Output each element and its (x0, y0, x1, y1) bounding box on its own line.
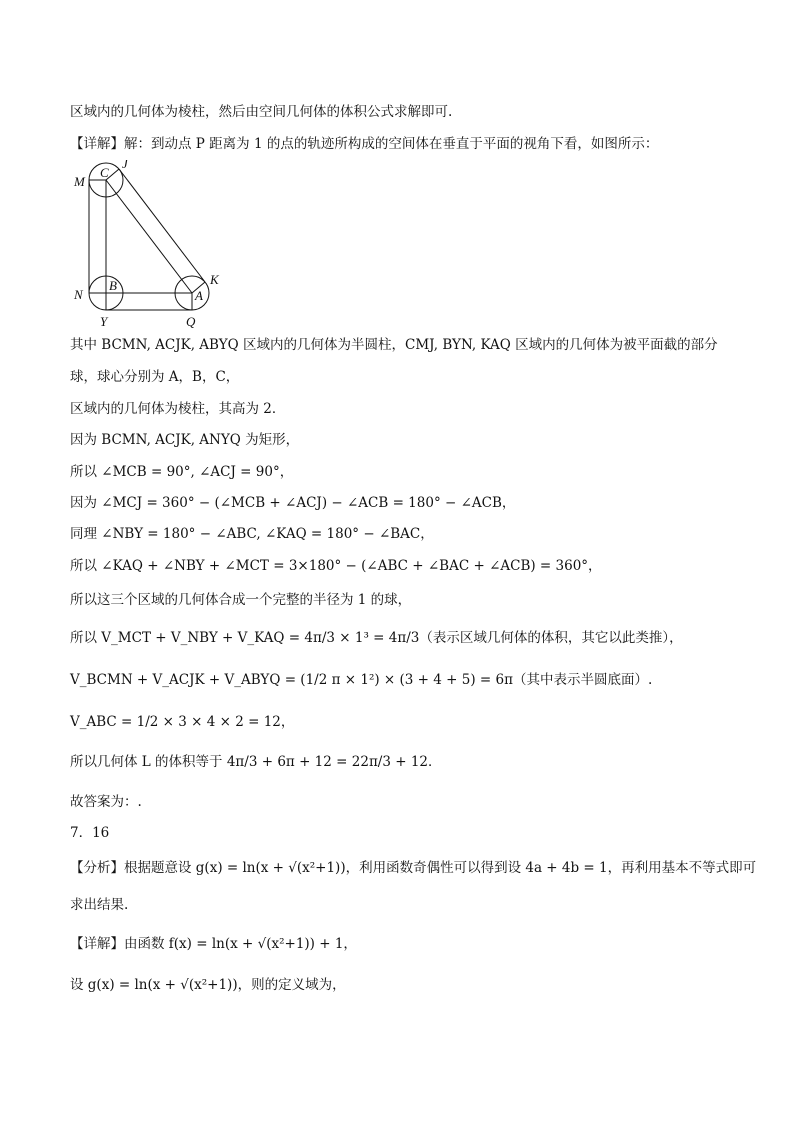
text-line-18: 求出结果. (70, 897, 129, 913)
label-Y: Y (100, 314, 108, 329)
label-M: M (74, 174, 85, 189)
text-line-10: 所以 ∠KAQ + ∠NBY + ∠MCT = 3×180° − (∠ABC + ∠BAC + ∠ACB) = 360°， (70, 558, 602, 574)
geometry-figure (70, 160, 230, 334)
text-line-16: 故答案为：. (70, 794, 142, 810)
trajectory-diagram (70, 160, 230, 330)
label-N: N (74, 287, 83, 302)
label-J: J (122, 160, 128, 171)
text-line-19: 【详解】由函数 f(x) = ln(x + √(x²+1)) + 1， (70, 936, 357, 952)
text-line-3: 其中 BCMN, ACJK, ABYQ 区域内的几何体为半圆柱，CMJ, BYN, KAQ 区域内的几何体为被平面截的部分 (70, 337, 718, 353)
text-line-8: 因为 ∠MCJ = 360° − (∠MCB + ∠ACJ) − ∠ACB = 180° − ∠ACB， (70, 495, 516, 511)
text-line-15: 所以几何体 L 的体积等于 4π/3 + 6π + 12 = 22π/3 + 12． (70, 754, 442, 770)
text-line-2: 【详解】解：到动点 P 距离为 1 的点的轨迹所构成的空间体在垂直于平面的视角下看，如图所示： (70, 136, 659, 152)
text-line-14: V_ABC = 1/2 × 3 × 4 × 2 = 12， (70, 714, 295, 730)
segment-JK (119, 169, 205, 282)
label-K: K (210, 272, 219, 287)
text-line-12: 所以 V_MCT + V_NBY + V_KAQ = 4π/3 × 1³ = 4π/3（表示区域几何体的体积，其它以此类推）， (70, 630, 683, 646)
text-line-4: 球，球心分别为 A，B，C， (70, 369, 240, 385)
text-line-5: 区域内的几何体为棱柱，其高为 2． (70, 401, 286, 417)
text-line-13: V_BCMN + V_ACJK + V_ABYQ = (1/2 π × 1²) × (3 + 4 + 5) = 6π（其中表示半圆底面）. (70, 672, 653, 688)
text-line-9: 同理 ∠NBY = 180° − ∠ABC, ∠KAQ = 180° − ∠BAC， (70, 526, 434, 542)
text-line-20: 设 g(x) = ln(x + √(x²+1))，则的定义域为， (70, 977, 346, 993)
label-A: A (195, 288, 203, 303)
label-C: C (100, 165, 109, 180)
text-line-1: 区域内的几何体为棱柱，然后由空间几何体的体积公式求解即可. (70, 104, 453, 120)
text-line-11: 所以这三个区域的几何体合成一个完整的半径为 1 的球， (70, 592, 412, 608)
text-line-7: 所以 ∠MCB = 90°, ∠ACJ = 90°， (70, 464, 294, 480)
text-line-17: 【分析】根据题意设 g(x) = ln(x + √(x²+1))，利用函数奇偶性可以得到设 4a + 4b = 1，再利用基本不等式即可 (70, 860, 757, 876)
segment-CA (106, 180, 192, 293)
label-B: B (109, 278, 117, 293)
question-number: 7．16 (70, 825, 110, 841)
label-Q: Q (186, 314, 196, 329)
text-line-6: 因为 BCMN, ACJK, ANYQ 为矩形， (70, 432, 300, 448)
